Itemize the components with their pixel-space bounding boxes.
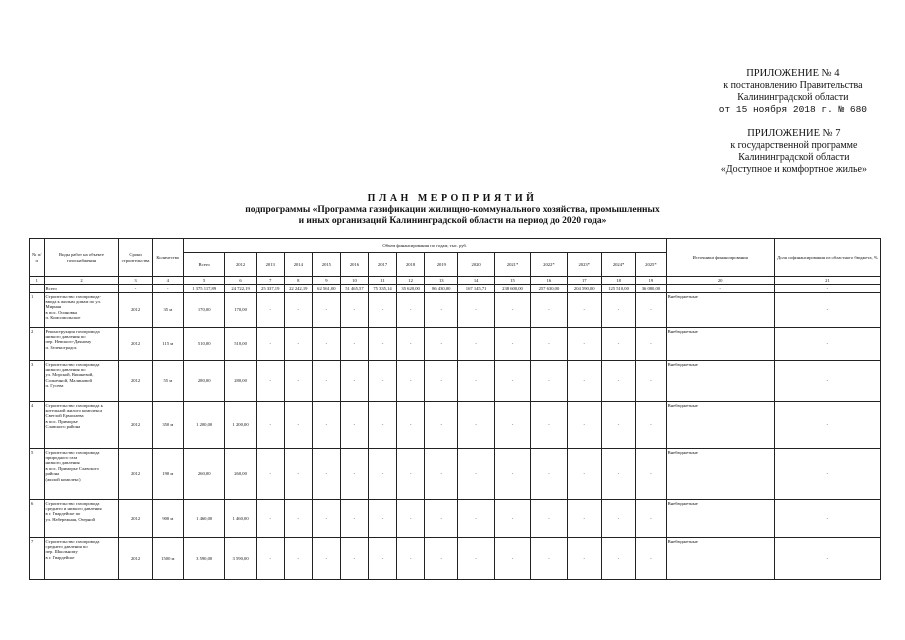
row-year-value: - — [494, 328, 530, 361]
total-qty: - — [152, 285, 183, 293]
table-row — [30, 328, 881, 361]
row-year-value: - — [636, 293, 666, 328]
row-total: 1 200,00 — [183, 402, 225, 449]
row-year-value: - — [636, 328, 666, 361]
row-total: 260,00 — [183, 449, 225, 500]
row-total: 170,00 — [183, 293, 225, 328]
total-year-value: 25 337,19 — [256, 285, 284, 293]
row-year-value: - — [284, 402, 312, 449]
row-year-value: - — [368, 361, 396, 402]
row-num: 2 — [30, 328, 45, 361]
row-term: 2012 — [119, 328, 152, 361]
row-year-value: - — [531, 449, 567, 500]
row-year-value: - — [458, 361, 494, 402]
row-num: 3 — [30, 361, 45, 402]
row-year-value: - — [312, 293, 340, 328]
column-number: 4 — [152, 277, 183, 285]
row-num: 4 — [30, 402, 45, 449]
row-year-value: - — [458, 402, 494, 449]
row-qty: 55 м — [152, 361, 183, 402]
table-row — [30, 449, 881, 500]
total-year-value: 167 145,71 — [458, 285, 494, 293]
row-source: Внебюджетные — [666, 402, 774, 449]
appendix-7-line3: «Доступное и комфортное жилье» — [720, 164, 867, 175]
column-number: 18 — [601, 277, 635, 285]
row-year-value: 260,00 — [225, 449, 256, 500]
row-name: Строительство газопровода среднего давления по пер. Школьному в г. Гвардейске — [44, 538, 119, 580]
total-year-value: 75 335,14 — [368, 285, 396, 293]
header-share: Доля софинансирования из областного бюджета, % — [774, 239, 880, 277]
row-year-value: - — [531, 538, 567, 580]
row-name: Строительство газопровода к котельной жилого комплекса Светлой Ермолаева в пос. Приморье Славского района — [44, 402, 119, 449]
row-year-value: - — [494, 538, 530, 580]
header-name: Виды работ на объекте газоснабжения — [44, 239, 119, 277]
row-year-value: - — [284, 361, 312, 402]
row-year-value: - — [425, 449, 458, 500]
header-term: Сроки строительства — [119, 239, 152, 277]
row-year-value: - — [368, 500, 396, 538]
row-year-value: - — [256, 500, 284, 538]
row-share: - — [774, 500, 880, 538]
column-number: 1 — [30, 277, 45, 285]
row-year-value: - — [340, 449, 368, 500]
row-year-value: - — [256, 293, 284, 328]
row-year-value: - — [458, 293, 494, 328]
column-number: 15 — [494, 277, 530, 285]
row-num: 5 — [30, 449, 45, 500]
plan-subtitle-2: и иных организаций Калининградской области на период до 2020 года» — [298, 216, 607, 226]
row-year-value: - — [601, 538, 635, 580]
header-year: 2013 — [256, 253, 284, 277]
row-total: 510,00 — [183, 328, 225, 361]
column-number: 2 — [44, 277, 119, 285]
row-year-value: - — [368, 328, 396, 361]
row-source: Внебюджетные — [666, 293, 774, 328]
column-number: 12 — [397, 277, 425, 285]
plan-heading: ПЛАН МЕРОПРИЯТИЙ — [367, 193, 538, 204]
row-term: 2012 — [119, 361, 152, 402]
row-year-value: - — [636, 402, 666, 449]
column-number: 7 — [256, 277, 284, 285]
column-number: 6 — [225, 277, 256, 285]
total-year-value: 35 620,00 — [397, 285, 425, 293]
header-row-1 — [30, 239, 881, 253]
total-source: - — [666, 285, 774, 293]
header-year: 2017 — [368, 253, 396, 277]
row-share: - — [774, 449, 880, 500]
header-year: 2023* — [567, 253, 601, 277]
row-year-value: - — [601, 293, 635, 328]
header-year: 2024* — [601, 253, 635, 277]
row-year-value: - — [567, 538, 601, 580]
column-number: 13 — [425, 277, 458, 285]
row-year-value: - — [458, 500, 494, 538]
row-year-value: - — [636, 538, 666, 580]
row-term: 2012 — [119, 538, 152, 580]
header-year: 2022* — [531, 253, 567, 277]
row-source: Внебюджетные — [666, 449, 774, 500]
row-term: 2012 — [119, 293, 152, 328]
column-number: 9 — [312, 277, 340, 285]
row-name: Строительство газопровода низкого давления по ул. Морской, Вишневой, Солнечной, Малиновой п. Гусева — [44, 361, 119, 402]
row-year-value: - — [425, 402, 458, 449]
appendix-7-line1: к государственной программе — [730, 140, 858, 151]
row-year-value: - — [284, 328, 312, 361]
total-year-value: 125 510,00 — [601, 285, 635, 293]
column-numbers-row — [30, 277, 881, 285]
total-year-value: 51 465,57 — [340, 285, 368, 293]
row-qty: 900 м — [152, 500, 183, 538]
column-number: 20 — [666, 277, 774, 285]
header-year: 2015 — [312, 253, 340, 277]
total-sum: 1 375 117,89 — [183, 285, 225, 293]
header-total: Всего — [183, 253, 225, 277]
header-year: 2014 — [284, 253, 312, 277]
row-year-value: - — [636, 449, 666, 500]
row-year-value: - — [312, 328, 340, 361]
table-row — [30, 538, 881, 580]
row-year-value: 3 590,00 — [225, 538, 256, 580]
row-qty: 190 м — [152, 449, 183, 500]
row-year-value: - — [256, 328, 284, 361]
total-year-value: 238 600,00 — [494, 285, 530, 293]
row-total: 3 590,00 — [183, 538, 225, 580]
row-year-value: - — [256, 449, 284, 500]
row-year-value: - — [340, 538, 368, 580]
row-year-value: - — [312, 449, 340, 500]
row-year-value: - — [312, 361, 340, 402]
row-year-value: - — [567, 500, 601, 538]
column-number: 3 — [119, 277, 152, 285]
row-year-value: - — [425, 538, 458, 580]
row-share: - — [774, 328, 880, 361]
row-year-value: - — [368, 402, 396, 449]
header-num: № п/п — [30, 239, 45, 277]
appendix-4-date: от 15 ноября 2018 г. № 680 — [718, 104, 867, 115]
row-year-value: 510,00 — [225, 328, 256, 361]
row-share: - — [774, 402, 880, 449]
row-year-value: - — [397, 293, 425, 328]
row-year-value: - — [567, 293, 601, 328]
row-year-value: - — [284, 449, 312, 500]
row-year-value: - — [340, 328, 368, 361]
total-row — [30, 285, 881, 293]
total-year-value: 62 561,00 — [312, 285, 340, 293]
row-year-value: - — [312, 402, 340, 449]
row-name: Реконструкция газопровода низкого давления по пер. Невского-Дачному п. Зеленоградск — [44, 328, 119, 361]
column-number: 8 — [284, 277, 312, 285]
table-row — [30, 293, 881, 328]
total-year-value: 204 590,00 — [567, 285, 601, 293]
appendix-4-line1: к постановлению Правительства — [723, 80, 863, 91]
row-year-value: - — [494, 500, 530, 538]
column-number: 21 — [774, 277, 880, 285]
row-year-value: - — [340, 402, 368, 449]
column-number: 10 — [340, 277, 368, 285]
row-term: 2012 — [119, 449, 152, 500]
row-name: Строительство газопровода среднего и низкого давления в г. Гвардейске по ул. Набережная, Озерной — [44, 500, 119, 538]
row-year-value: - — [494, 449, 530, 500]
row-year-value: - — [425, 500, 458, 538]
row-year-value: - — [458, 538, 494, 580]
row-year-value: - — [256, 402, 284, 449]
header-year: 2021* — [494, 253, 530, 277]
total-year-value: 22 242,19 — [284, 285, 312, 293]
row-year-value: - — [340, 361, 368, 402]
row-year-value: - — [601, 361, 635, 402]
total-year-value: 86 430,00 — [425, 285, 458, 293]
total-share: - — [774, 285, 880, 293]
row-qty: 115 м — [152, 328, 183, 361]
row-year-value: - — [368, 538, 396, 580]
row-year-value: - — [256, 538, 284, 580]
row-year-value: - — [531, 500, 567, 538]
appendix-7-title: ПРИЛОЖЕНИЕ № 7 — [747, 128, 841, 139]
plan-table-body — [30, 239, 881, 580]
row-year-value: - — [567, 402, 601, 449]
row-year-value: - — [256, 361, 284, 402]
row-share: - — [774, 293, 880, 328]
row-source: Внебюджетные — [666, 538, 774, 580]
row-year-value: - — [312, 538, 340, 580]
header-year: 2018 — [397, 253, 425, 277]
appendix-4-title: ПРИЛОЖЕНИЕ № 4 — [746, 68, 840, 79]
row-year-value: - — [284, 293, 312, 328]
row-num: 1 — [30, 293, 45, 328]
column-number: 17 — [567, 277, 601, 285]
row-name: Строительство газопровода- ввода к жилым домам по ул. Мирная в пос. Осиновка п. Комсомольское — [44, 293, 119, 328]
row-year-value: 1 200,00 — [225, 402, 256, 449]
row-year-value: - — [425, 328, 458, 361]
row-year-value: - — [494, 402, 530, 449]
total-label: Всего — [44, 285, 119, 293]
header-qty: Количество — [152, 239, 183, 277]
row-year-value: - — [397, 538, 425, 580]
appendix-4-header — [719, 68, 867, 116]
row-year-value: - — [397, 449, 425, 500]
header-year: 2012 — [225, 253, 256, 277]
row-share: - — [774, 361, 880, 402]
total-cell-num — [30, 285, 45, 293]
table-row — [30, 500, 881, 538]
row-year-value: - — [340, 293, 368, 328]
row-year-value: - — [284, 500, 312, 538]
row-year-value: - — [458, 449, 494, 500]
row-qty: 35 м — [152, 293, 183, 328]
column-number: 14 — [458, 277, 494, 285]
row-year-value: - — [397, 361, 425, 402]
header-year: 2016 — [340, 253, 368, 277]
row-source: Внебюджетные — [666, 500, 774, 538]
row-source: Внебюджетные — [666, 361, 774, 402]
appendix-7-line2: Калининградской области — [738, 152, 850, 163]
row-total: 280,00 — [183, 361, 225, 402]
row-year-value: - — [531, 328, 567, 361]
row-year-value: - — [567, 328, 601, 361]
plan-subtitle-1: подпрограммы «Программа газификации жилищно-коммунального хозяйства, промышленных — [245, 205, 660, 215]
header-source: Источники финансирования — [666, 239, 774, 277]
row-total: 1 460,00 — [183, 500, 225, 538]
row-year-value: - — [425, 361, 458, 402]
row-year-value: - — [636, 361, 666, 402]
row-year-value: - — [284, 538, 312, 580]
row-source: Внебюджетные — [666, 328, 774, 361]
row-name: Строительство газопровода природного газа низкого давления в пос. Приморье Славского района (жилой комплекс) — [44, 449, 119, 500]
row-num: 6 — [30, 500, 45, 538]
row-year-value: 170,00 — [225, 293, 256, 328]
row-year-value: - — [397, 402, 425, 449]
row-year-value: - — [494, 361, 530, 402]
table-row — [30, 402, 881, 449]
row-year-value: - — [636, 500, 666, 538]
header-year: 2020 — [458, 253, 494, 277]
row-year-value: - — [368, 449, 396, 500]
column-number: 11 — [368, 277, 396, 285]
header-year: 2019 — [425, 253, 458, 277]
row-year-value: - — [601, 449, 635, 500]
row-year-value: - — [531, 293, 567, 328]
total-year-value: 36 080,00 — [636, 285, 666, 293]
plan-table — [29, 238, 881, 580]
row-year-value: - — [425, 293, 458, 328]
row-term: 2012 — [119, 500, 152, 538]
column-number: 5 — [183, 277, 225, 285]
row-num: 7 — [30, 538, 45, 580]
row-year-value: - — [601, 500, 635, 538]
row-year-value: - — [312, 500, 340, 538]
appendix-4-line2: Калининградской области — [737, 92, 849, 103]
row-year-value: - — [397, 328, 425, 361]
row-year-value: - — [531, 361, 567, 402]
row-year-value: - — [340, 500, 368, 538]
row-qty: 1500 м — [152, 538, 183, 580]
row-term: 2012 — [119, 402, 152, 449]
header-funding: Объем финансирования по годам, тыс. руб. — [183, 239, 666, 253]
row-year-value: - — [397, 500, 425, 538]
row-year-value: - — [368, 293, 396, 328]
column-number: 16 — [531, 277, 567, 285]
row-year-value: - — [601, 402, 635, 449]
row-year-value: - — [567, 449, 601, 500]
appendix-7-header — [721, 128, 867, 176]
total-term: - — [119, 285, 152, 293]
row-year-value: 280,00 — [225, 361, 256, 402]
row-year-value: - — [601, 328, 635, 361]
header-year: 2025* — [636, 253, 666, 277]
row-share: - — [774, 538, 880, 580]
row-year-value: 1 460,00 — [225, 500, 256, 538]
row-year-value: - — [567, 361, 601, 402]
row-year-value: - — [531, 402, 567, 449]
row-year-value: - — [458, 328, 494, 361]
column-number: 19 — [636, 277, 666, 285]
plan-title-block — [0, 192, 905, 227]
total-year-value: 257 630,00 — [531, 285, 567, 293]
row-qty: 350 м — [152, 402, 183, 449]
table-row — [30, 361, 881, 402]
total-year-value: 24 722,19 — [225, 285, 256, 293]
row-year-value: - — [494, 293, 530, 328]
